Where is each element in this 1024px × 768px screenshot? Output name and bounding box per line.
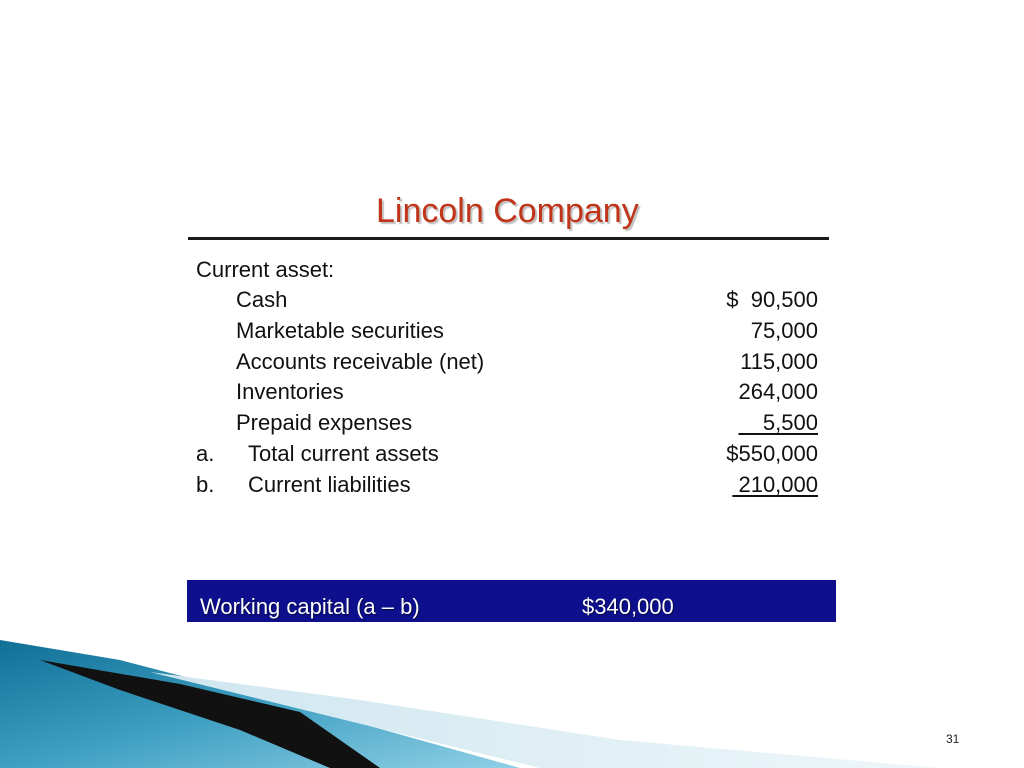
total-label-current-assets: Total current assets	[248, 441, 439, 466]
total-letter-b: b.	[196, 472, 215, 497]
slide-title: Lincoln Company	[376, 192, 639, 230]
item-label-prepaid-expenses: Prepaid expenses	[236, 410, 413, 435]
item-label-cash: Cash	[236, 287, 288, 312]
total-amount-current-liabilities: 210,000	[732, 472, 818, 497]
item-label-inventories: Inventories	[236, 379, 344, 404]
total-amount-current-assets: $550,000	[726, 441, 818, 466]
page-number: 31	[946, 732, 960, 746]
item-amount-marketable-securities: 75,000	[750, 318, 818, 343]
item-amount-cash: $ 90,500	[726, 287, 818, 312]
item-label-marketable-securities: Marketable securities	[236, 318, 444, 343]
item-amount-inventories: 264,000	[738, 379, 818, 404]
total-label-current-liabilities: Current liabilities	[248, 472, 411, 497]
working-capital-amount: $340,000	[582, 594, 674, 619]
section-label: Current asset:	[196, 257, 335, 282]
working-capital-label: Working capital (a – b)	[200, 594, 420, 619]
item-amount-prepaid-expenses: 5,500	[738, 410, 818, 435]
item-amount-accounts-receivable: 115,000	[740, 349, 818, 374]
total-letter-a: a.	[196, 441, 215, 466]
item-label-accounts-receivable: Accounts receivable (net)	[236, 349, 485, 374]
